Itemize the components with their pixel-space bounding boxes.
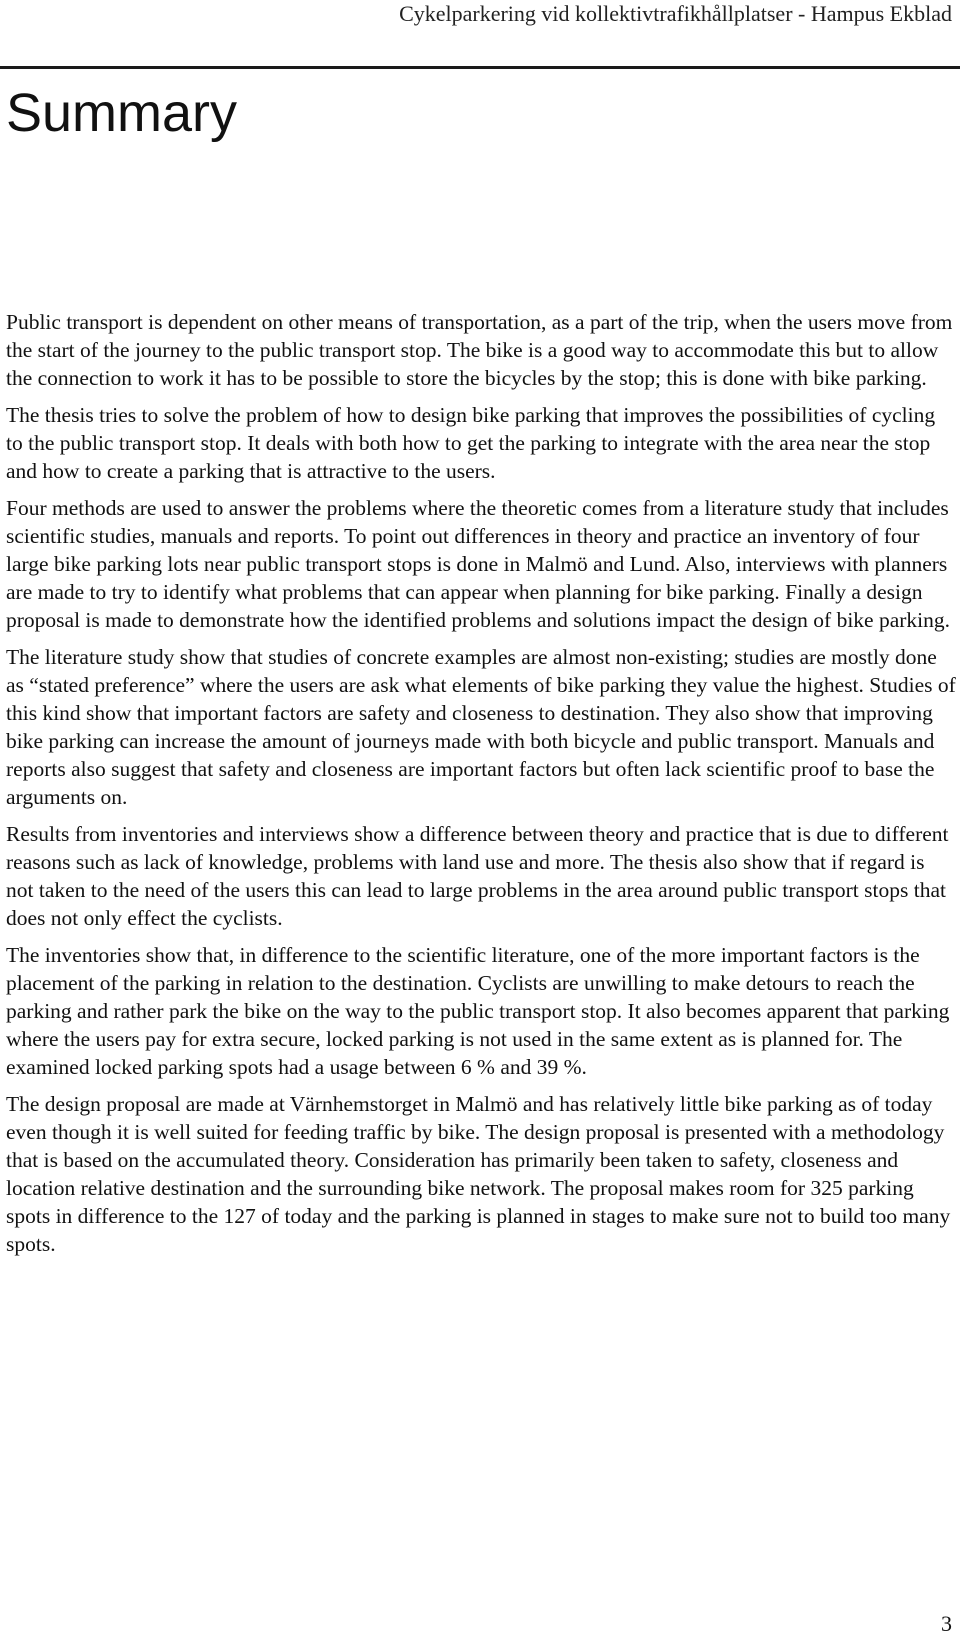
paragraph: The design proposal are made at Värnhemstorget in Malmö and has relatively little bike parking as of today even though it is well suited for feeding traffic by bike. The design proposal is presented with a methodology that is based on the accumulated theory. Consideration has primarily been taken to safety, closeness and location relative destination and the surrounding bike network. The proposal makes room for 325 parking spots in difference to the 127 of today and the parking is planned in stages to make sure not to build too many spots. [6, 1092, 951, 1256]
paragraph: Four methods are used to answer the problems where the theoretic comes from a literature study that includes scientific studies, manuals and reports. To point out differences in theory and practice an inventory of four large bike parking lots near public transport stops is done in Malmö and Lund. Also, interviews with planners are made to try to identify what problems that can appear when planning for bike parking. Finally a design proposal is made to demonstrate how the identified problems and solutions impact the design of bike parking. [6, 496, 951, 632]
page-number: 3 [941, 1611, 952, 1636]
paragraph: The thesis tries to solve the problem of how to design bike parking that improves the possibilities of cycling to the public transport stop. It deals with both how to get the parking to integrate with the area near the stop and how to create a parking that is attractive to the users. [6, 403, 936, 483]
running-header: Cykelparkering vid kollektivtrafikhållplatser - Hampus Ekblad [399, 1, 952, 26]
page-title: Summary [6, 83, 238, 143]
summary-body [6, 308, 956, 1267]
paragraph: The literature study show that studies of concrete examples are almost non-existing; studies are mostly done as “stated preference” where the users are ask what elements of bike parking they value the highest. Studies of this kind show that important factors are safety and closeness to destination. They also show that improving bike parking can increase the amount of journeys made with both bicycle and public transport. Manuals and reports also suggest that safety and closeness are important factors but often lack scientific proof to base the arguments on. [6, 645, 956, 809]
paragraph: Results from inventories and interviews show a difference between theory and practice that is due to different reasons such as lack of knowledge, problems with land use and more. The thesis also show that if regard is not taken to the need of the users this can lead to large problems in the area around public transport stops that does not only effect the cyclists. [6, 822, 949, 930]
paragraph: The inventories show that, in difference to the scientific literature, one of the more important factors is the placement of the parking in relation to the destination. Cyclists are unwilling to make detours to reach the parking and rather park the bike on the way to the public transport stop. It also becomes apparent that parking where the users pay for extra secure, locked parking is not used in the same extent as is planned for. The examined locked parking spots had a usage between 6 % and 39 %. [6, 943, 950, 1079]
paragraph: Public transport is dependent on other means of transportation, as a part of the trip, when the users move from the start of the journey to the public transport stop. The bike is a good way to accommodate this but to allow the connection to work it has to be possible to store the bicycles by the stop; this is done with bike parking. [6, 310, 953, 390]
header-divider [0, 66, 960, 69]
